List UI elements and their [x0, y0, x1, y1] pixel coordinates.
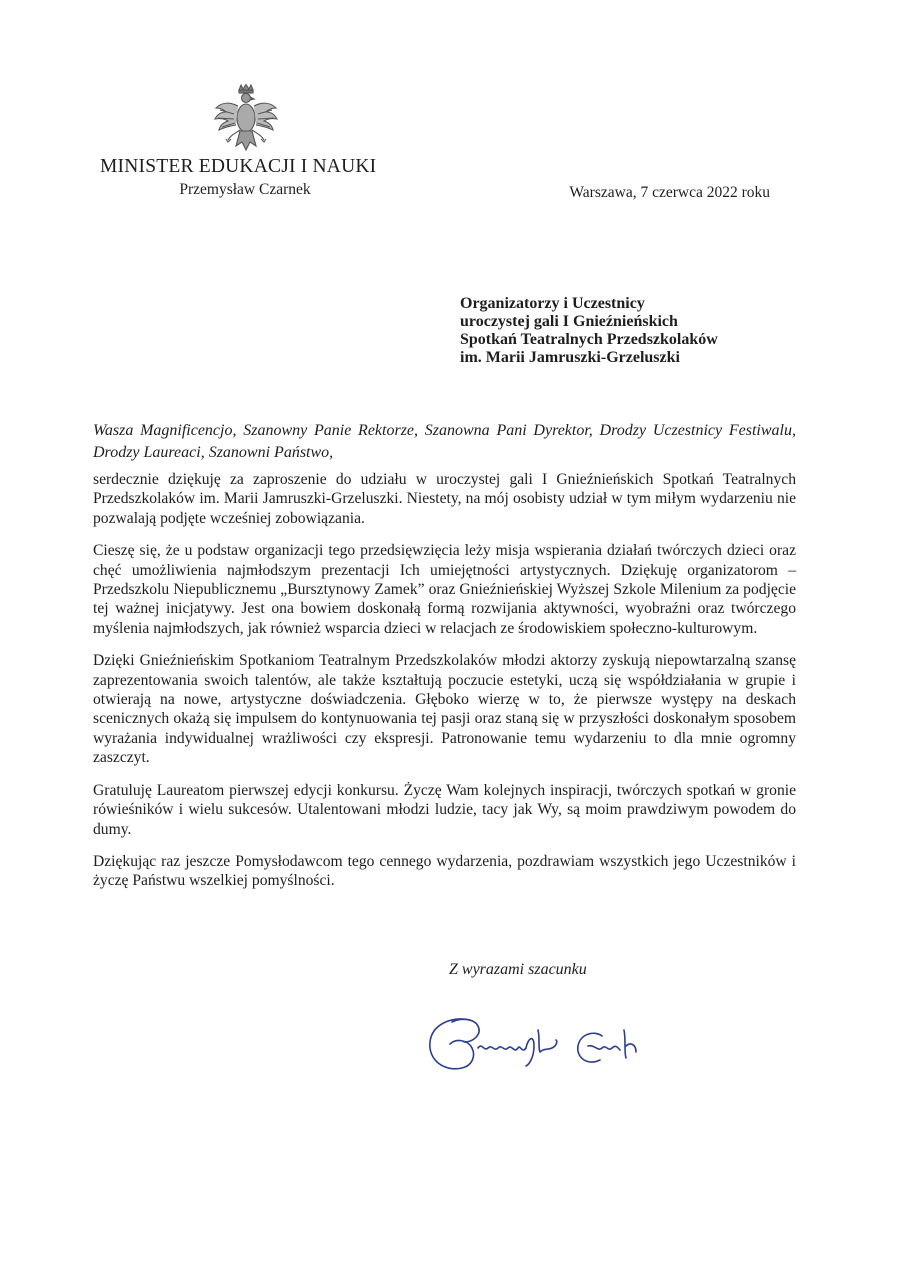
handwritten-signature-icon — [422, 1008, 662, 1088]
place-and-date: Warszawa, 7 czerwca 2022 roku — [569, 184, 770, 201]
recipient-line: uroczystej gali I Gnieźnieńskich — [460, 313, 678, 330]
letter-body — [93, 470, 796, 904]
polish-eagle-emblem-icon — [212, 84, 280, 156]
body-paragraph: Cieszę się, że u podstaw organizacji tego przedsięwzięcia leży misja wspierania działań twórczych dzieci oraz chęć umożliwienia najmłodszym prezentacji Ich umiejętności artystycznych. Dziękuję organizatorom – Przedszkolu Niepublicznemu „Bursztynowy Zamek” oraz Gnieźnieńskiej Wyższej Szkole Milenium za podjęcie tej ważnej inicjatywy. Jest ona bowiem doskonałą formą rozwijania aktywności, wyobraźni oraz twórczego myślenia najmłodszych, jak również wsparcia dzieci w relacjach ze środowiskiem społeczno-kulturowym. — [93, 542, 796, 637]
body-paragraph: Dziękując raz jeszcze Pomysłodawcom tego cennego wydarzenia, pozdrawiam wszystkich jego Uczestników i życzę Państwu wszelkiej pomyślności. — [93, 852, 796, 890]
minister-title: MINISTER EDUKACJI I NAUKI — [100, 156, 377, 177]
salutation: Wasza Magnificencjo, Szanowny Panie Rektorze, Szanowna Pani Dyrektor, Drodzy Uczestnicy Festiwalu, Drodzy Laureaci, Szanowni Państwo, — [93, 422, 796, 461]
closing-phrase: Z wyrazami szacunku — [449, 961, 587, 978]
recipient-line: im. Marii Jamruszki-Grzeluszki — [460, 349, 680, 366]
recipient-line: Organizatorzy i Uczestnicy — [460, 295, 645, 312]
recipient-block — [460, 295, 820, 367]
recipient-line: Spotkań Teatralnych Przedszkolaków — [460, 331, 718, 348]
body-paragraph: serdecznie dziękuję za zaproszenie do udziału w uroczystej gali I Gnieźnieńskich Spotkań Teatralnych Przedszkolaków im. Marii Jamruszki-Grzeluszki. Niestety, na mój osobisty udział w tym miłym wydarzeniu nie pozwalają podjęte wcześniej zobowiązania. — [93, 471, 796, 527]
minister-name: Przemysław Czarnek — [179, 181, 311, 198]
body-paragraph: Gratuluję Laureatom pierwszej edycji konkursu. Życzę Wam kolejnych inspiracji, twórczych spotkań w gronie rówieśników i wielu sukcesów. Utalentowani młodzi ludzie, tacy jak Wy, są moim prawdziwym powodem do dumy. — [93, 781, 796, 838]
body-paragraph: Dzięki Gnieźnieńskim Spotkaniom Teatralnym Przedszkolaków młodzi aktorzy zyskują niepowtarzalną szansę zaprezentowania swoich talentów, ale także kształtują poczucie estetyki, uczą się współdziałania w grupie i otwierają na nowe, artystyczne doświadczenia. Głęboko wierzę w to, że pierwsze występy na deskach scenicznych okażą się impulsem do kontynuowania tej pasji oraz staną się w przyszłości doskonałym sposobem wyrażania indywidualnej wrażliwości czy ekspresji. Patronowanie temu wydarzeniu to dla mnie ogromny zaszczyt. — [93, 652, 796, 767]
